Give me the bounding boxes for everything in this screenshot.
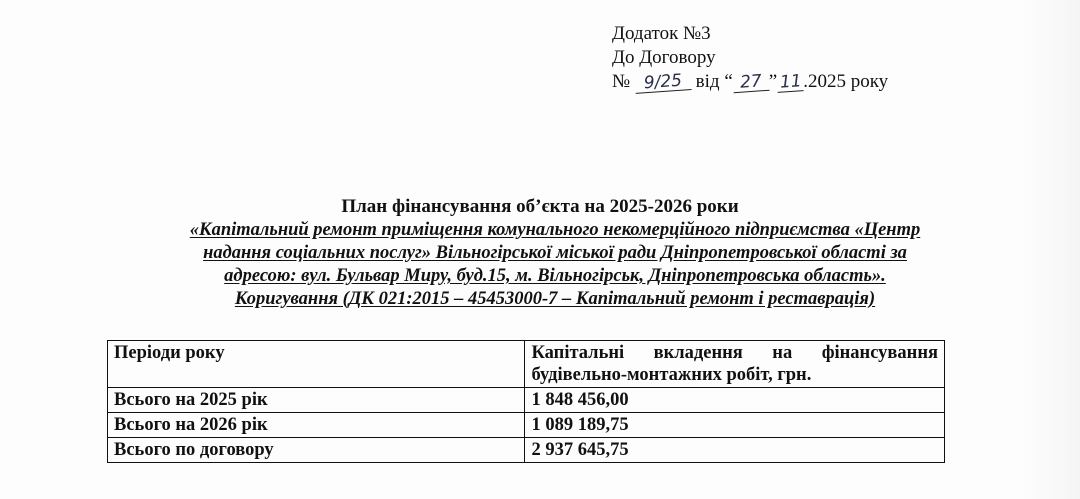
row-amount: 2 937 645,75 <box>525 438 945 463</box>
project-description <box>80 219 1030 311</box>
contract-reference: До Договору <box>612 47 716 68</box>
plan-title: План фінансування об’єкта на 2025-2026 роки <box>341 196 739 217</box>
description-line: «Капітальний ремонт приміщення комунального некомерційного підприємства «Центр <box>189 220 921 240</box>
row-period: Всього на 2025 рік <box>108 388 525 413</box>
row-period: Всього на 2026 рік <box>108 413 525 438</box>
date-from-label: від <box>695 71 720 92</box>
row-period: Всього по договору <box>108 438 525 463</box>
handwritten-month: 11 <box>777 72 804 93</box>
row-amount: 1 848 456,00 <box>525 388 945 413</box>
description-line: надання соціальних послуг» Вільногірської міської ради Дніпропетровської області за <box>203 243 907 263</box>
number-sign: № <box>612 71 631 92</box>
handwritten-contract-number: 9/25 <box>634 71 691 94</box>
table-row <box>108 388 945 413</box>
table-row <box>108 413 945 438</box>
header-capital-investment: Капітальні вкладення на фінансування будівельно-монтажних робіт, грн. <box>525 341 945 388</box>
handwritten-day: 27 <box>732 72 769 93</box>
year-suffix: .2025 року <box>803 71 889 92</box>
description-line: Коригування (ДК 021:2015 – 45453000-7 – Капітальний ремонт і реставрація) <box>234 289 876 309</box>
description-line: адресою: вул. Бульвар Миру, буд.15, м. Вільногірськ, Дніпропетровська область». <box>224 266 886 286</box>
row-amount: 1 089 189,75 <box>525 413 945 438</box>
contract-number-date: № 9/25 від “ 27 ” 11.2025 року <box>612 70 889 94</box>
appendix-number: Додаток №3 <box>612 23 711 44</box>
table-row <box>108 438 945 463</box>
appendix-header <box>612 22 888 94</box>
table-header-row <box>108 341 945 388</box>
financing-table <box>107 340 945 463</box>
header-period: Періоди року <box>108 341 525 388</box>
